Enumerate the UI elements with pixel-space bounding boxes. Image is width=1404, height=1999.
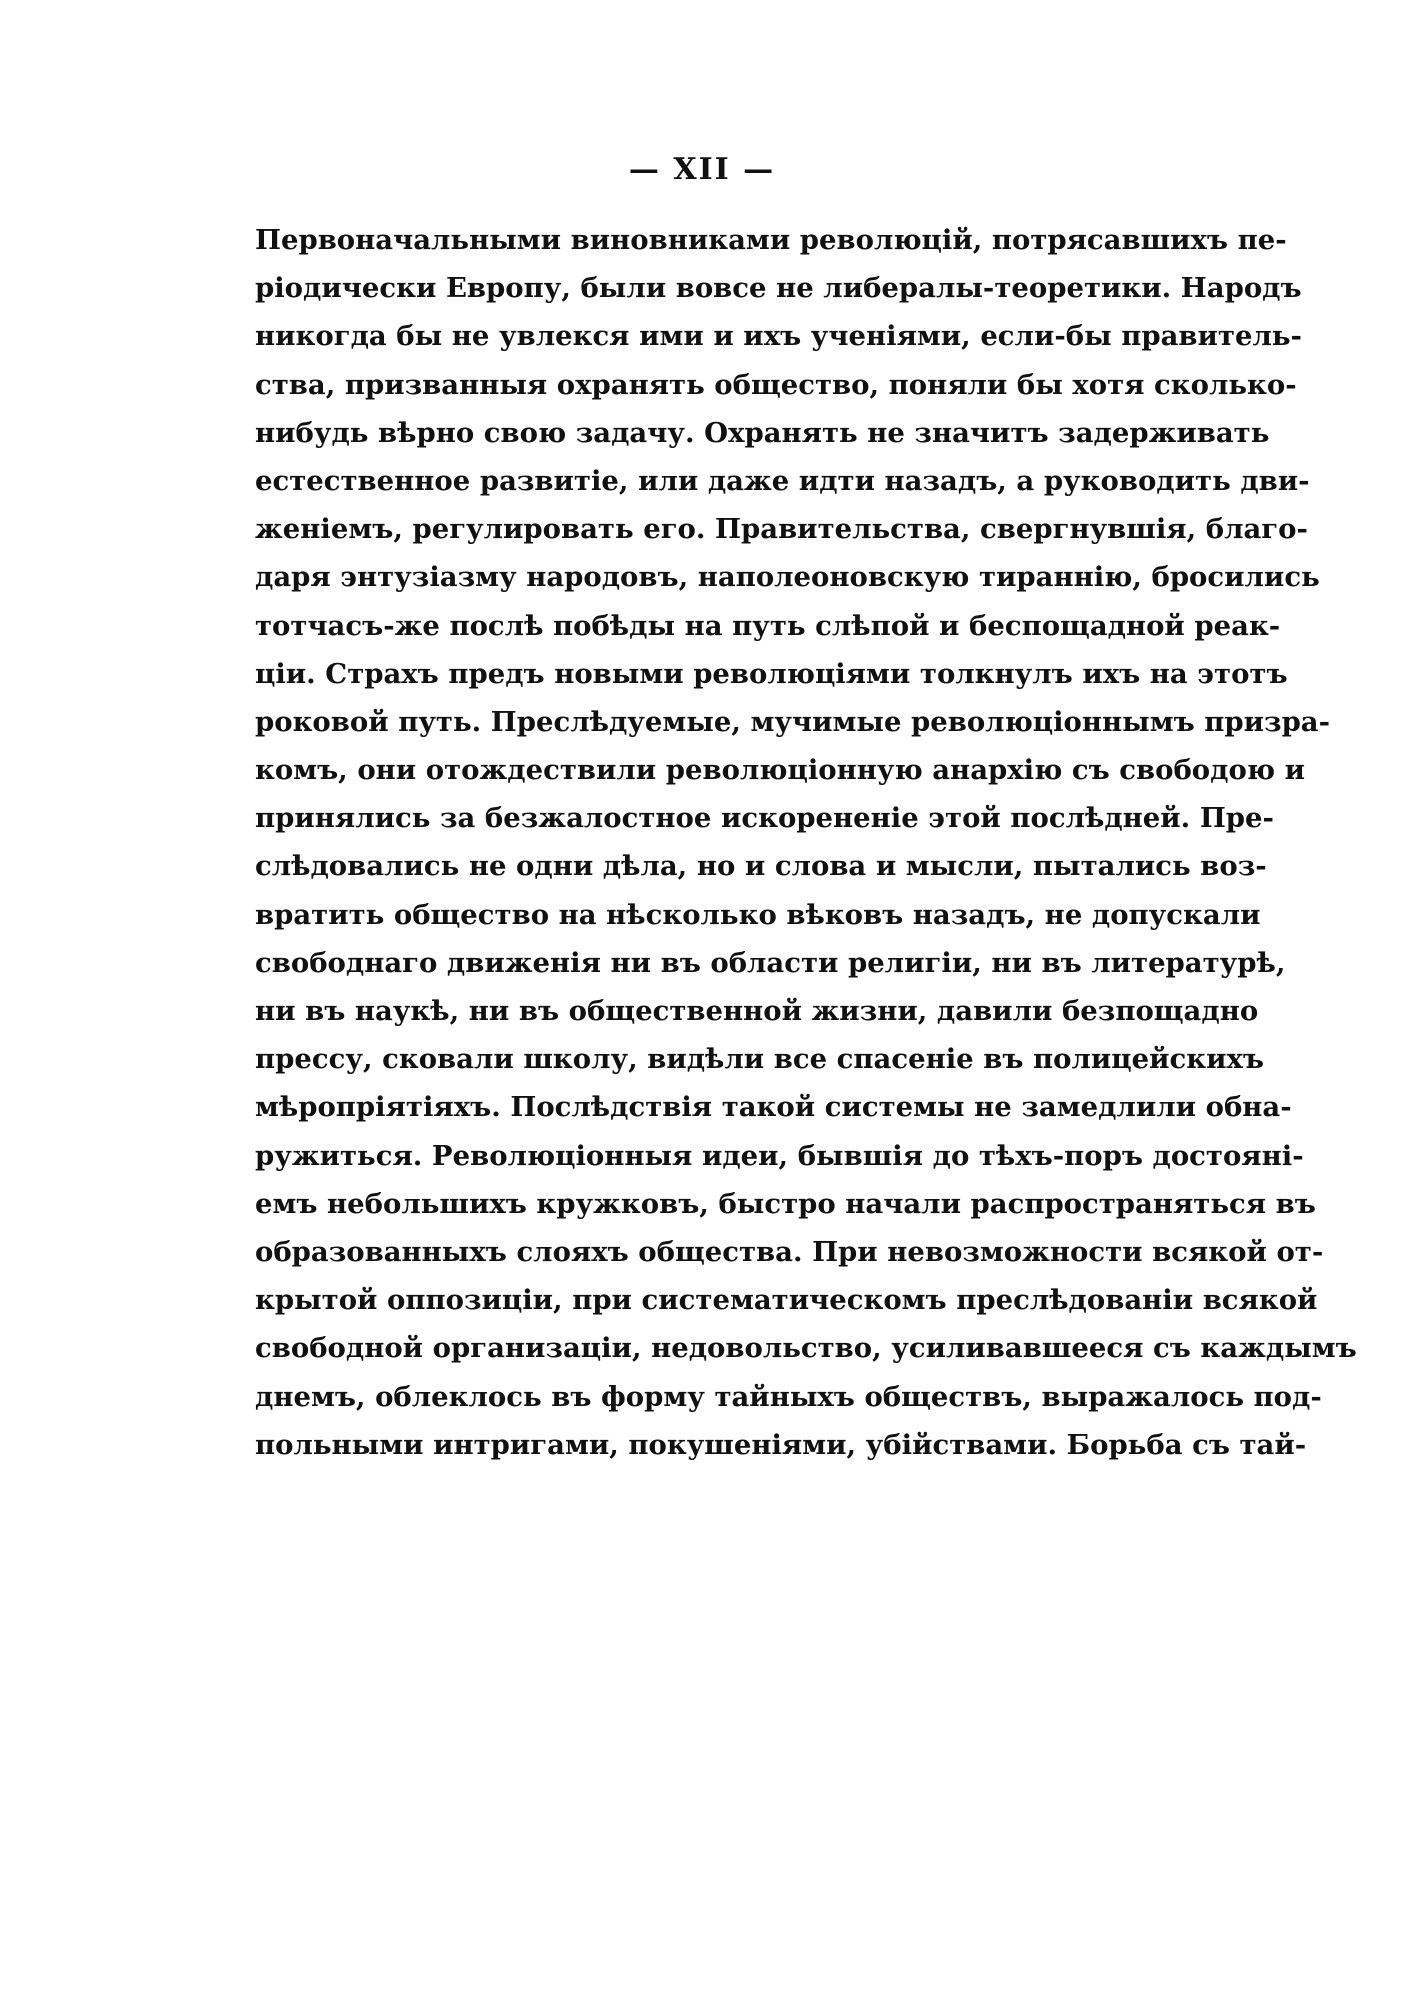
- text-line: женіемъ, регулировать его. Правительства, свергнувшія, благо-: [255, 513, 1308, 546]
- text-line: свободной организаціи, недовольство, усиливавшееся съ каждымъ: [255, 1332, 1357, 1365]
- text-line: прессу, сковали школу, видѣли все спасеніе въ полицейскихъ: [255, 1043, 1264, 1076]
- text-line: ріодически Европу, были вовсе не либералы-теоретики. Народъ: [255, 272, 1302, 305]
- text-line: естественное развитіе, или даже идти назадъ, а руководить дви-: [255, 464, 1310, 497]
- text-line: днемъ, облеклось въ форму тайныхъ обществъ, выражалось под-: [255, 1380, 1322, 1413]
- text-line: даря энтузіазму народовъ, наполеоновскую тираннію, бросились: [255, 561, 1320, 594]
- text-line: никогда бы не увлекся ими и ихъ ученіями, если-бы правитель-: [255, 320, 1302, 353]
- text-line: вратить общество на нѣсколько вѣковъ назадъ, не допускали: [255, 898, 1261, 931]
- page-number: — XII —: [628, 152, 776, 187]
- text-line: принялись за безжалостное искорененіе этой послѣдней. Пре-: [255, 802, 1274, 835]
- text-line: емъ небольшихъ кружковъ, быстро начали распространяться въ: [255, 1187, 1316, 1220]
- text-line: Первоначальными виновниками революцій, потрясавшихъ пе-: [255, 224, 1287, 256]
- text-line: ружиться. Революціонныя идеи, бывшія до тѣхъ-поръ достоянi-: [255, 1139, 1304, 1172]
- text-line: ни въ наукѣ, ни въ общественной жизни, давили безпощадно: [255, 995, 1259, 1027]
- text-line: свободнаго движенія ни въ области религіи, ни въ литературѣ,: [255, 946, 1286, 979]
- text-line: ціи. Страхъ предъ новыми революціями толкнулъ ихъ на этотъ: [255, 657, 1288, 690]
- text-line: роковой путь. Преслѣдуемые, мучимые революціоннымъ призра-: [255, 705, 1331, 738]
- text-line: польными интригами, покушеніями, убійствами. Борьба съ тай-: [255, 1428, 1307, 1461]
- body-text: [255, 216, 1357, 1469]
- text-line: нибудь вѣрно свою задачу. Охранять не значитъ задерживать: [255, 416, 1270, 449]
- text-line: образованныхъ слояхъ общества. При невозможности всякой от-: [255, 1235, 1324, 1268]
- text-line: мѣропріятіяхъ. Послѣдствія такой системы не замедлили обна-: [255, 1091, 1292, 1124]
- text-line: комъ, они отождествили революціонную анархію съ свободою и: [255, 754, 1305, 787]
- text-line: слѣдовались не одни дѣла, но и слова и мысли, пытались воз-: [255, 850, 1267, 883]
- text-line: ства, призванныя охранять общество, поняли бы хотя сколько-: [255, 368, 1297, 401]
- text-line: крытой оппозиціи, при систематическомъ преслѣдованіи всякой: [255, 1284, 1318, 1317]
- text-line: тотчасъ-же послѣ побѣды на путь слѣпой и беспощадной реак-: [255, 609, 1281, 642]
